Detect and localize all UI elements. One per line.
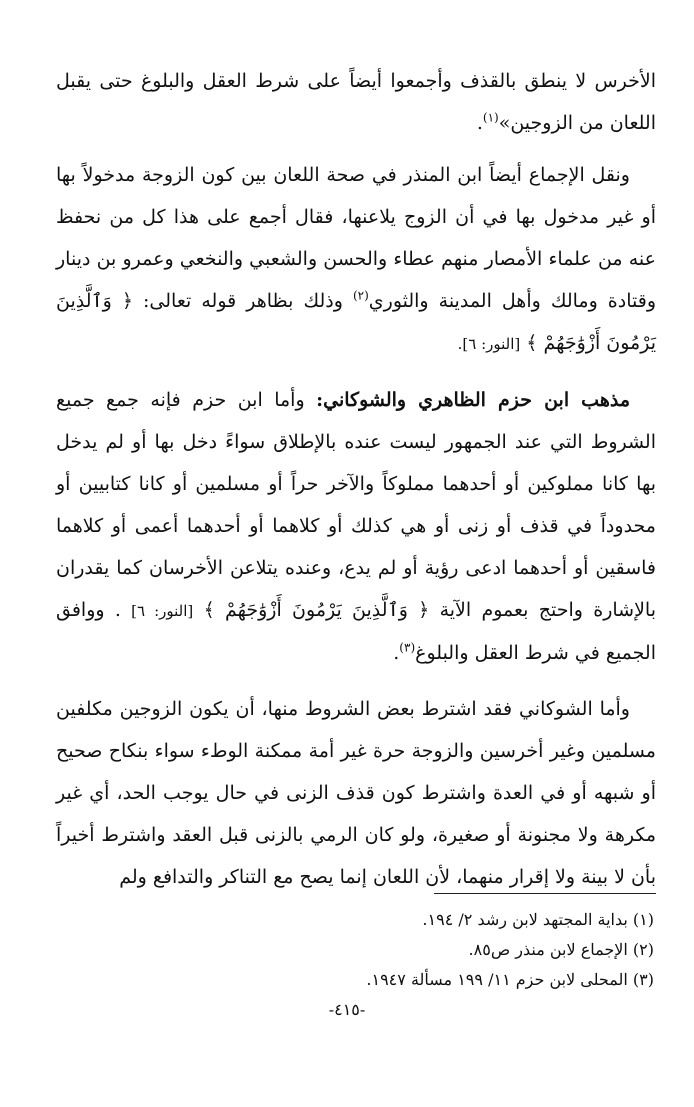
paragraph-1-tail: . [476,112,483,134]
page-number: -٤١٥- [328,1000,366,1019]
paragraph-4 [56,688,656,898]
main-text [56,60,656,912]
footnote-ref-2: (٢) [352,288,369,303]
footnote-ref-1: (١) [482,110,499,125]
footnote-3: (٣) المحلى لابن حزم ١١/ ١٩٩ مسألة ١٩٤٧. [366,970,654,989]
paragraph-4-text: وأما الشوكاني فقد اشترط بعض الشروط منها، أن يكون الزوجين مكلفين مسلمين وغير أخرسين والزوجة حرة غير أمة ممكنة الوطء سواء بنكاح صحيح أو شبهه أو في العدة واشترط كون قذف الزنى في حال يوجب الحد، أي غير مكرهة ولا مجنونة أو صغيرة، ولو كان الرمي بالزنى قبل العقد واشترط أخيراً بأن لا بينة ولا إقرار منهما، لأن اللعان إنما يصح مع التناكر والتدافع ولم [56,698,656,888]
paragraph-1 [56,60,656,144]
footnote-2: (٢) الإجماع لابن منذر ص٨٥. [468,940,654,959]
paragraph-3-tail2: . [393,642,400,664]
paragraph-2-tail: وذلك بظاهر قوله تعالى: ﴿ وَٱلَّذِينَ يَرْمُونَ أَزْوَٰجَهُمْ ﴾ [56,290,656,354]
paragraph-1-text: الأخرس لا ينطق بالقذف وأجمعوا أيضاً على شرط العقل والبلوغ حتى يقبل اللعان من الزوجين» [56,70,656,134]
paragraph-3-tail: . ووافق الجميع في شرط العقل والبلوغ [56,599,656,664]
footnote-ref-3: (٣) [399,640,416,655]
footnote-1: (١) بداية المجتهد لابن رشد ٢/ ١٩٤. [422,910,654,929]
paragraph-3-text: وأما ابن حزم فإنه جمع جميع الشروط التي عند الجمهور ليست عنده بالإطلاق سواءً دخل بها أو لم يدخل بها كانا مملوكين أو أحدهما مملوكاً والآخر حراً أو مسلمين أو كانا كتابيين أو محدوداً في قذف أو زنى أو هي كذلك أو كلاهما أو أحدهما أعمى أو كلاهما فاسقين أو أحدهما ادعى رؤية أو لم يدع، وعنده يتلاعن الأخرسان كما يقدران بالإشارة واحتج بعموم الآية ﴿ وَٱلَّذِينَ يَرْمُونَ أَزْوَٰجَهُمْ ﴾ [56,389,656,621]
paragraph-2 [56,154,656,365]
quran-reference-2: [النور: ٦] [131,602,194,620]
quran-reference-1: [النور: ٦]. [457,335,521,353]
footnote-divider [434,893,656,894]
footnotes [54,905,654,995]
paragraph-2-text: ونقل الإجماع أيضاً ابن المنذر في صحة اللعان بين كون الزوجة مدخولاً بها أو غير مدخول بها في أن الزوج يلاعنها، فقال أجمع على هذا كل من نحفظ عنه من علماء الأمصار منهم عطاء والحسن والشعبي والنخعي وعمرو بن دينار وقتادة ومالك وأهل المدينة والثوري [56,164,656,312]
paragraph-3 [56,379,656,674]
section-heading: مذهب ابن حزم الظاهري والشوكاني: [316,389,630,411]
